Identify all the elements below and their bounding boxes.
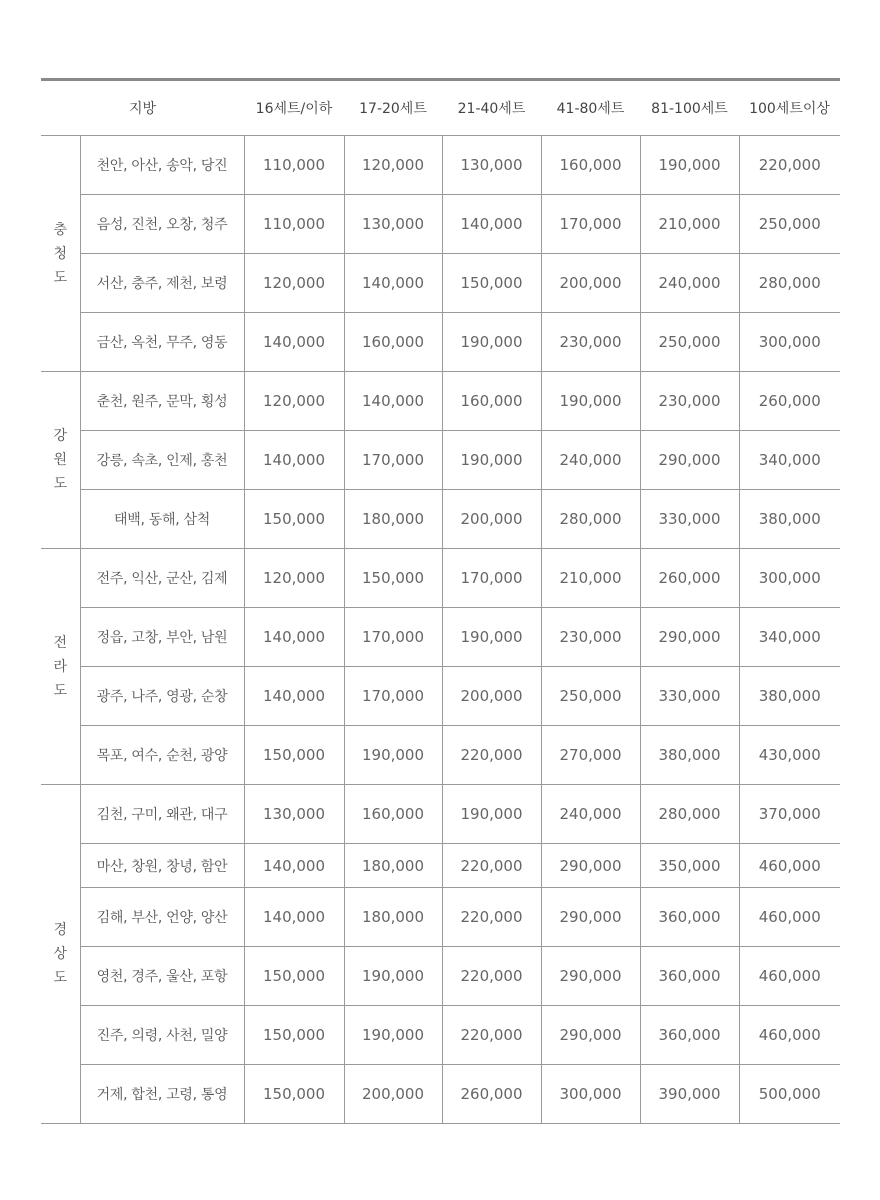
region-char: 도 (53, 476, 68, 492)
table-row (41, 888, 840, 947)
price-cell: 150,000 (244, 947, 344, 1006)
price-cell: 200,000 (442, 490, 541, 549)
region-cell (41, 785, 80, 1124)
price-cell: 200,000 (442, 667, 541, 726)
price-cell: 380,000 (739, 667, 840, 726)
price-cell: 390,000 (640, 1065, 739, 1124)
price-cell: 190,000 (640, 136, 739, 195)
price-cell: 120,000 (244, 372, 344, 431)
price-cell: 460,000 (739, 1006, 840, 1065)
region-char: 청 (53, 245, 68, 262)
header-row (41, 80, 840, 136)
column-header: 21-40세트 (442, 80, 541, 136)
table-header (41, 80, 840, 136)
price-cell: 280,000 (640, 785, 739, 844)
region-char: 전 (53, 634, 68, 651)
price-cell: 220,000 (442, 726, 541, 785)
price-cell: 200,000 (541, 254, 640, 313)
price-cell: 200,000 (344, 1065, 442, 1124)
column-header: 41-80세트 (541, 80, 640, 136)
price-cell: 170,000 (344, 608, 442, 667)
price-cell: 360,000 (640, 888, 739, 947)
price-cell: 260,000 (739, 372, 840, 431)
area-cell: 김천, 구미, 왜관, 대구 (80, 785, 244, 844)
region-char: 경 (53, 922, 68, 938)
area-cell: 강릉, 속초, 인제, 홍천 (80, 431, 244, 490)
price-cell: 140,000 (244, 844, 344, 888)
table-row (41, 490, 840, 549)
area-cell: 김해, 부산, 언양, 양산 (80, 888, 244, 947)
region-char: 라 (53, 658, 68, 675)
area-cell: 거제, 합천, 고령, 통영 (80, 1065, 244, 1124)
price-cell: 460,000 (739, 947, 840, 1006)
region-char: 도 (53, 269, 68, 286)
table-row (41, 844, 840, 888)
price-cell: 140,000 (244, 431, 344, 490)
price-cell: 170,000 (344, 431, 442, 490)
region-header: 지방 (41, 80, 244, 136)
price-cell: 210,000 (541, 549, 640, 608)
price-cell: 300,000 (541, 1065, 640, 1124)
price-cell: 160,000 (344, 785, 442, 844)
price-cell: 160,000 (344, 313, 442, 372)
price-cell: 250,000 (541, 667, 640, 726)
table-row (41, 254, 840, 313)
area-cell: 태백, 동해, 삼척 (80, 490, 244, 549)
price-cell: 190,000 (344, 1006, 442, 1065)
table-row (41, 313, 840, 372)
price-cell: 340,000 (739, 431, 840, 490)
area-cell: 음성, 진천, 오창, 청주 (80, 195, 244, 254)
region-char: 충 (53, 221, 68, 238)
table-row (41, 431, 840, 490)
price-cell: 150,000 (244, 1006, 344, 1065)
area-cell: 천안, 아산, 송악, 당진 (80, 136, 244, 195)
price-cell: 360,000 (640, 947, 739, 1006)
column-header: 16세트/이하 (244, 80, 344, 136)
area-cell: 전주, 익산, 군산, 김제 (80, 549, 244, 608)
price-cell: 380,000 (640, 726, 739, 785)
price-cell: 180,000 (344, 490, 442, 549)
price-table (41, 78, 840, 1124)
region-cell (41, 549, 80, 785)
price-cell: 210,000 (640, 195, 739, 254)
column-header: 81-100세트 (640, 80, 739, 136)
table-row (41, 372, 840, 431)
price-cell: 160,000 (442, 372, 541, 431)
price-cell: 140,000 (344, 372, 442, 431)
area-cell: 마산, 창원, 창녕, 함안 (80, 844, 244, 888)
table-row (41, 726, 840, 785)
area-cell: 금산, 옥천, 무주, 영동 (80, 313, 244, 372)
price-cell: 110,000 (244, 136, 344, 195)
price-cell: 150,000 (244, 1065, 344, 1124)
price-cell: 220,000 (442, 888, 541, 947)
table-row (41, 608, 840, 667)
area-cell: 정읍, 고창, 부안, 남원 (80, 608, 244, 667)
price-cell: 130,000 (244, 785, 344, 844)
table-row (41, 136, 840, 195)
price-cell: 140,000 (344, 254, 442, 313)
price-cell: 190,000 (442, 608, 541, 667)
region-char: 도 (53, 682, 68, 699)
table-body (41, 136, 840, 1124)
price-cell: 230,000 (640, 372, 739, 431)
price-cell: 180,000 (344, 844, 442, 888)
price-cell: 140,000 (244, 313, 344, 372)
price-cell: 130,000 (344, 195, 442, 254)
price-cell: 150,000 (442, 254, 541, 313)
region-cell (41, 136, 80, 372)
price-cell: 250,000 (640, 313, 739, 372)
price-cell: 140,000 (442, 195, 541, 254)
price-cell: 360,000 (640, 1006, 739, 1065)
region-char: 원 (53, 452, 68, 468)
price-cell: 220,000 (739, 136, 840, 195)
price-cell: 350,000 (640, 844, 739, 888)
table-row (41, 549, 840, 608)
table-row (41, 1006, 840, 1065)
price-cell: 240,000 (541, 431, 640, 490)
price-cell: 370,000 (739, 785, 840, 844)
price-cell: 150,000 (344, 549, 442, 608)
price-cell: 340,000 (739, 608, 840, 667)
price-cell: 140,000 (244, 667, 344, 726)
price-cell: 460,000 (739, 888, 840, 947)
price-cell: 170,000 (344, 667, 442, 726)
price-cell: 190,000 (442, 431, 541, 490)
price-cell: 290,000 (541, 1006, 640, 1065)
price-cell: 170,000 (442, 549, 541, 608)
table-row (41, 195, 840, 254)
price-cell: 220,000 (442, 947, 541, 1006)
area-cell: 서산, 충주, 제천, 보령 (80, 254, 244, 313)
price-cell: 330,000 (640, 490, 739, 549)
area-cell: 춘천, 원주, 문막, 횡성 (80, 372, 244, 431)
price-cell: 130,000 (442, 136, 541, 195)
table-row (41, 785, 840, 844)
price-cell: 150,000 (244, 726, 344, 785)
area-cell: 영천, 경주, 울산, 포항 (80, 947, 244, 1006)
price-cell: 220,000 (442, 1006, 541, 1065)
price-cell: 190,000 (344, 947, 442, 1006)
price-cell: 140,000 (244, 888, 344, 947)
price-cell: 220,000 (442, 844, 541, 888)
price-cell: 260,000 (442, 1065, 541, 1124)
price-cell: 280,000 (739, 254, 840, 313)
area-cell: 광주, 나주, 영광, 순창 (80, 667, 244, 726)
price-cell: 170,000 (541, 195, 640, 254)
price-cell: 120,000 (244, 254, 344, 313)
price-cell: 300,000 (739, 313, 840, 372)
region-char: 상 (53, 946, 68, 962)
price-cell: 300,000 (739, 549, 840, 608)
column-header: 17-20세트 (344, 80, 442, 136)
region-cell (41, 372, 80, 549)
price-cell: 380,000 (739, 490, 840, 549)
price-cell: 110,000 (244, 195, 344, 254)
region-char: 강 (53, 428, 68, 444)
table-row (41, 667, 840, 726)
price-cell: 190,000 (541, 372, 640, 431)
price-cell: 190,000 (344, 726, 442, 785)
price-cell: 290,000 (541, 844, 640, 888)
price-cell: 270,000 (541, 726, 640, 785)
price-cell: 230,000 (541, 608, 640, 667)
price-cell: 180,000 (344, 888, 442, 947)
price-cell: 290,000 (640, 431, 739, 490)
price-cell: 260,000 (640, 549, 739, 608)
price-cell: 230,000 (541, 313, 640, 372)
price-cell: 500,000 (739, 1065, 840, 1124)
area-cell: 진주, 의령, 사천, 밀양 (80, 1006, 244, 1065)
price-cell: 290,000 (640, 608, 739, 667)
region-char: 도 (53, 970, 68, 986)
price-cell: 160,000 (541, 136, 640, 195)
table-row (41, 947, 840, 1006)
price-cell: 190,000 (442, 785, 541, 844)
price-cell: 280,000 (541, 490, 640, 549)
price-cell: 240,000 (640, 254, 739, 313)
table-row (41, 1065, 840, 1124)
price-cell: 190,000 (442, 313, 541, 372)
price-cell: 290,000 (541, 888, 640, 947)
price-cell: 140,000 (244, 608, 344, 667)
area-cell: 목포, 여수, 순천, 광양 (80, 726, 244, 785)
column-header: 100세트이상 (739, 80, 840, 136)
price-cell: 430,000 (739, 726, 840, 785)
price-cell: 250,000 (739, 195, 840, 254)
price-cell: 290,000 (541, 947, 640, 1006)
price-cell: 120,000 (244, 549, 344, 608)
price-cell: 460,000 (739, 844, 840, 888)
price-cell: 330,000 (640, 667, 739, 726)
price-cell: 120,000 (344, 136, 442, 195)
price-cell: 150,000 (244, 490, 344, 549)
price-cell: 240,000 (541, 785, 640, 844)
